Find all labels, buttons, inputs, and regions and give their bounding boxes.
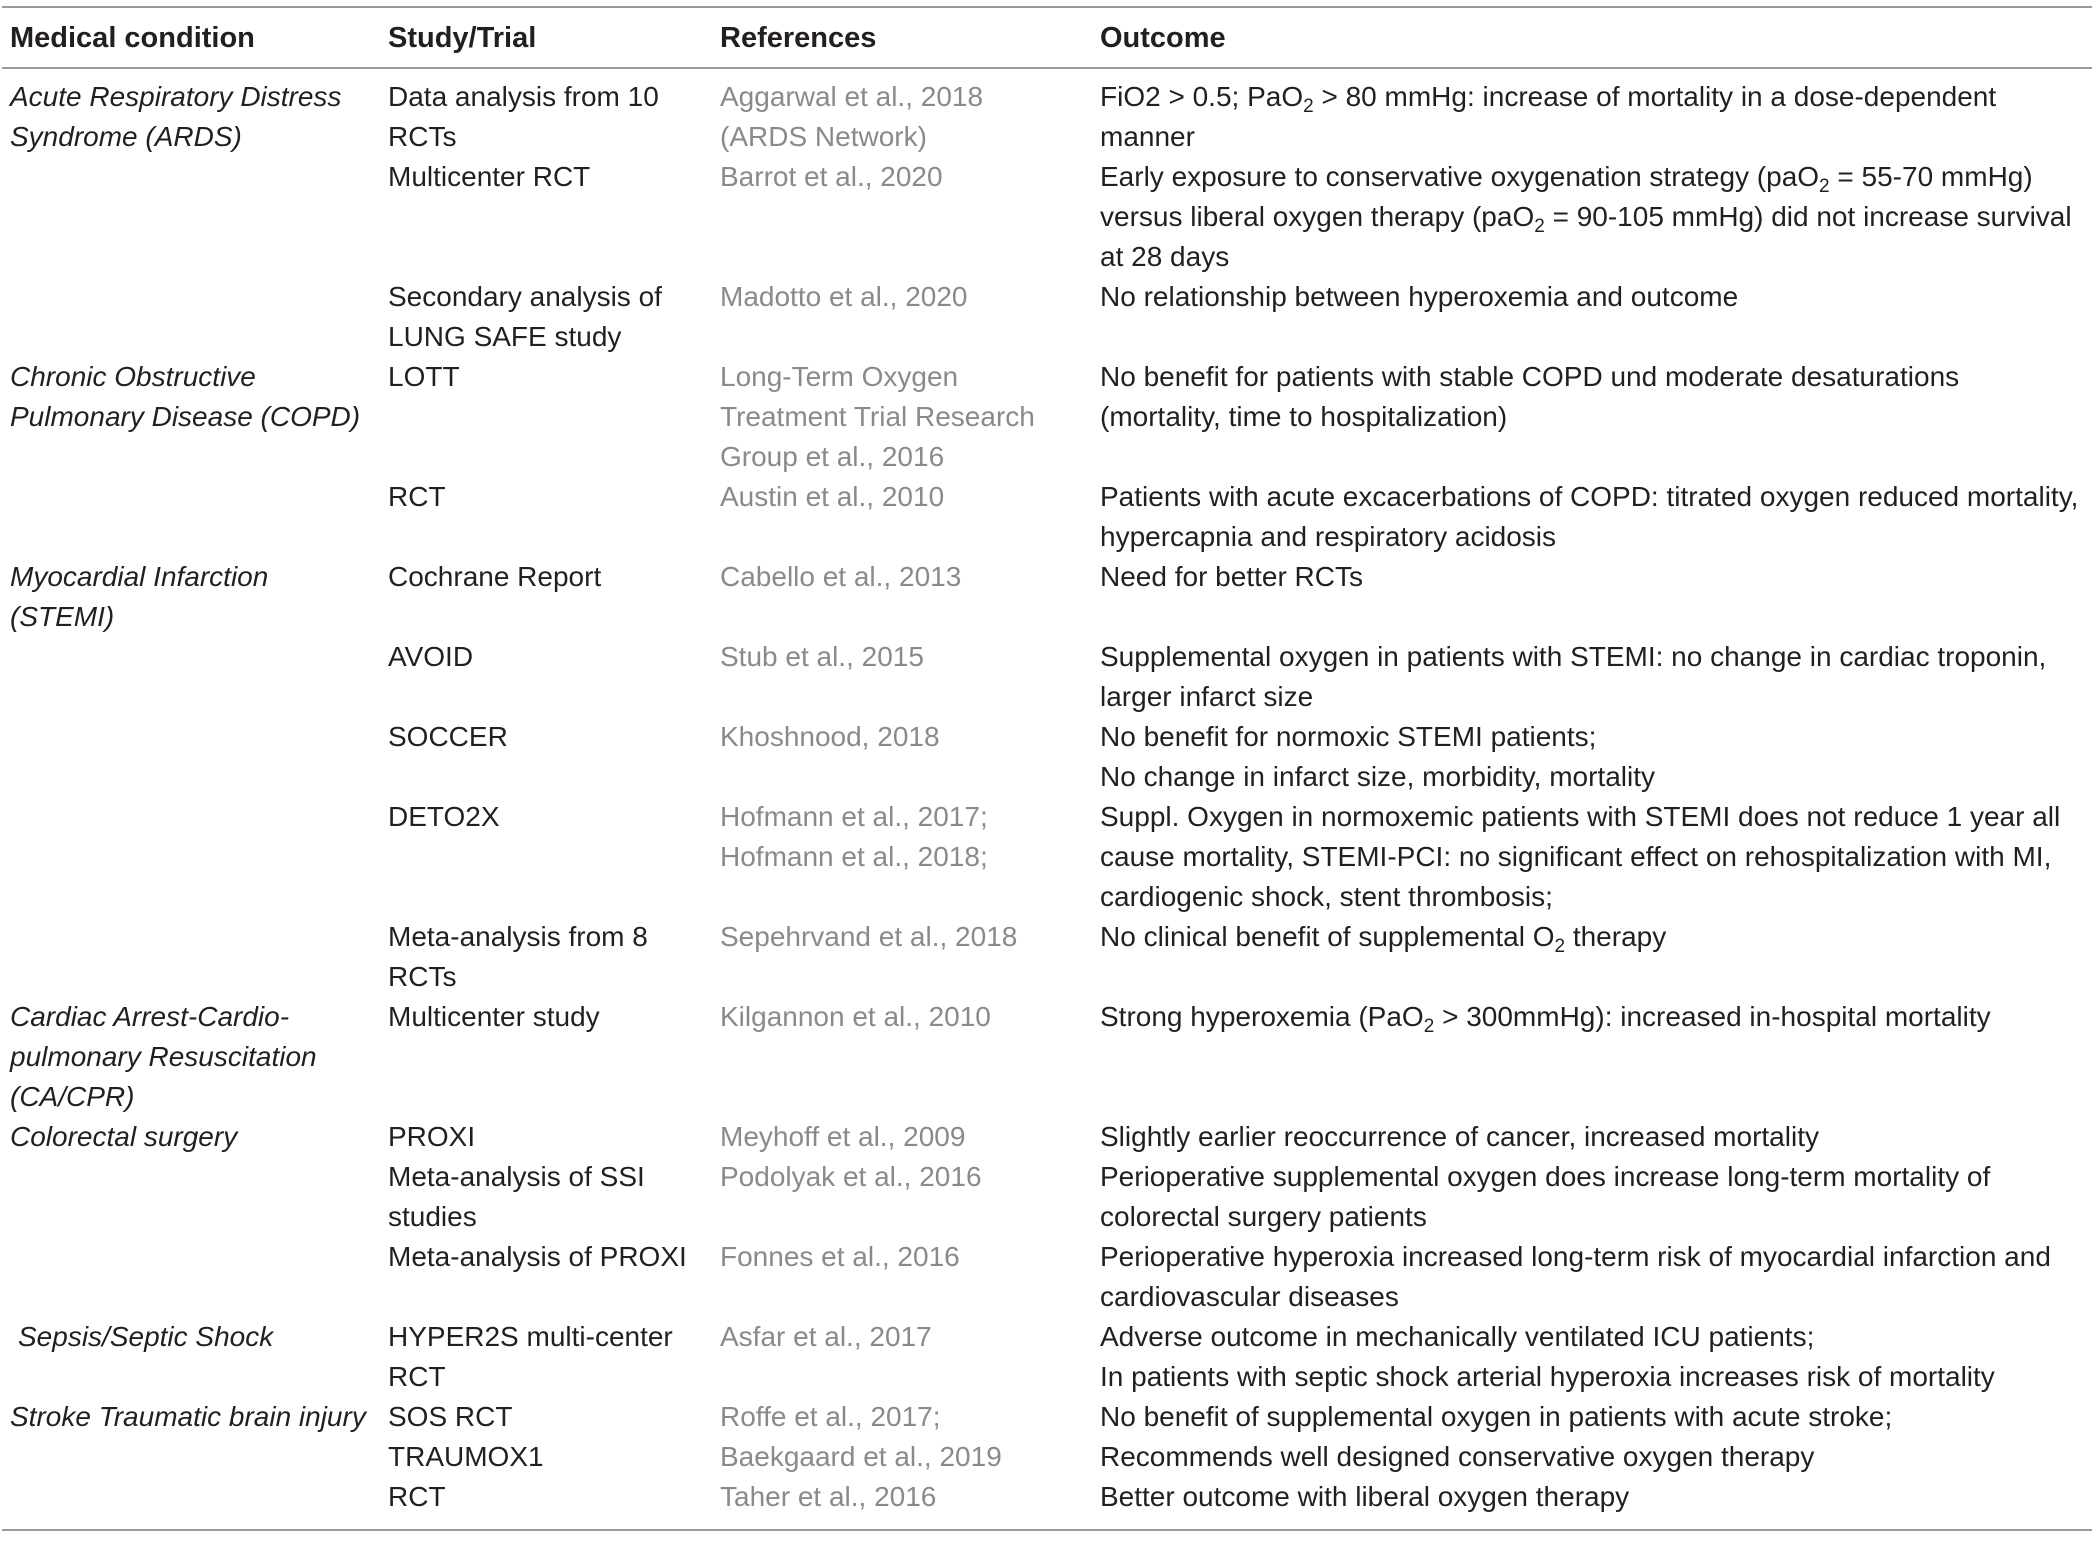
reference-text: Fonnes et al., 2016 <box>720 1241 960 1272</box>
reference-text: Aggarwal et al., 2018 <box>720 81 984 112</box>
cell-outcome: Perioperative supplemental oxygen does increase long-term mortality of colorectal surgery patients <box>1100 1161 1991 1232</box>
cell-medical-condition <box>2 1437 380 1477</box>
cell-study-trial: AVOID <box>388 641 474 672</box>
cell-references <box>712 1117 1092 1157</box>
table-row <box>2 637 2092 717</box>
reference-text: Podolyak et al., 2016 <box>720 1161 982 1192</box>
cell-references <box>712 1437 1092 1477</box>
cell-outcome: Better outcome with liberal oxygen therapy <box>1092 1477 2092 1530</box>
cell-medical-condition <box>2 1157 380 1237</box>
cell-study-trial: Meta-analysis from 8 RCTs <box>388 921 648 992</box>
reference-text: Hofmann et al., 2017; <box>720 801 988 832</box>
cell-references <box>712 997 1092 1117</box>
reference-text: Kilgannon et al., 2010 <box>720 1001 991 1032</box>
header-medical-condition: Medical condition <box>2 7 380 68</box>
reference-text: Hofmann et al., 2018; <box>720 841 988 872</box>
table-header-row <box>2 7 2092 68</box>
cell-references <box>712 1237 1092 1317</box>
cell-study-trial: Cochrane Report <box>388 561 602 592</box>
cell-medical-condition <box>2 717 380 797</box>
cell-outcome: Adverse outcome in mechanically ventilated ICU patients; In patients with septic shock arterial hyperoxia increases risk of mortality <box>1100 1321 1995 1392</box>
cell-outcome: No benefit of supplemental oxygen in patients with acute stroke; <box>1100 1401 1893 1432</box>
cell-study-trial: RCT <box>380 1477 712 1530</box>
cell-study-trial: Meta-analysis of PROXI <box>388 1241 687 1272</box>
table-row <box>2 1117 2092 1157</box>
reference-text: Asfar et al., 2017 <box>720 1321 932 1352</box>
cell-outcome: Strong hyperoxemia (PaO$_2$ > 300mmHg): increased in-hospital mortality <box>1100 1001 1991 1037</box>
cell-outcome: No benefit for normoxic STEMI patients; No change in infarct size, morbidity, mortality <box>1100 721 1656 792</box>
cell-references <box>712 637 1092 717</box>
cell-medical-condition: Acute Respiratory Distress Syndrome (ARDS) <box>10 81 342 152</box>
cell-references <box>712 1397 1092 1437</box>
cell-medical-condition: Colorectal surgery <box>10 1121 238 1152</box>
cell-study-trial: TRAUMOX1 <box>388 1441 544 1472</box>
cell-outcome: No relationship between hyperoxemia and outcome <box>1100 281 1739 312</box>
cell-medical-condition <box>2 157 380 277</box>
reference-text: Stub et al., 2015 <box>720 641 924 672</box>
cell-study-trial: DETO2X <box>388 801 500 832</box>
cell-study-trial: PROXI <box>388 1121 476 1152</box>
cell-outcome: No benefit for patients with stable COPD und moderate desaturations (mortality, time to hospitalization) <box>1100 361 1960 432</box>
table-row <box>2 557 2092 637</box>
cell-references <box>712 357 1092 477</box>
cell-references <box>712 557 1092 637</box>
table-row <box>2 997 2092 1117</box>
table-row <box>2 477 2092 557</box>
cell-study-trial: HYPER2S multi-center RCT <box>388 1321 673 1392</box>
oxygen-outcomes-table <box>2 6 2092 1531</box>
cell-outcome: Slightly earlier reoccurrence of cancer, increased mortality <box>1100 1121 1819 1152</box>
cell-outcome: Perioperative hyperoxia increased long-term risk of myocardial infarction and cardiovascular diseases <box>1100 1241 2051 1312</box>
table-body <box>2 68 2092 1530</box>
cell-medical-condition <box>2 277 380 357</box>
table-row <box>2 717 2092 797</box>
cell-outcome: Patients with acute excacerbations of COPD: titrated oxygen reduced mortality, hypercapnia and respiratory acidosis <box>1100 481 2079 552</box>
cell-medical-condition <box>2 637 380 717</box>
cell-outcome: Need for better RCTs <box>1100 561 1363 592</box>
cell-medical-condition: Chronic Obstructive Pulmonary Disease (COPD) <box>10 361 361 432</box>
table-row <box>2 1237 2092 1317</box>
table-row <box>2 797 2092 917</box>
reference-text: Meyhoff et al., 2009 <box>720 1121 966 1152</box>
cell-study-trial: SOS RCT <box>388 1401 513 1432</box>
table-row <box>2 917 2092 997</box>
table-row <box>2 1437 2092 1477</box>
cell-study-trial: SOCCER <box>388 721 508 752</box>
table-row <box>2 157 2092 277</box>
cell-outcome: Recommends well designed conservative oxygen therapy <box>1100 1441 1815 1472</box>
cell-references <box>712 917 1092 997</box>
cell-medical-condition: Stroke Traumatic brain injury <box>10 1401 366 1432</box>
cell-references <box>712 277 1092 357</box>
table-row <box>2 1317 2092 1397</box>
reference-text: Taher et al., 2016 <box>720 1481 937 1512</box>
cell-medical-condition <box>2 797 380 917</box>
header-outcome: Outcome <box>1092 7 2092 68</box>
cell-references <box>712 477 1092 557</box>
cell-study-trial: Secondary analysis of LUNG SAFE study <box>388 281 662 352</box>
table-row <box>2 1157 2092 1237</box>
cell-outcome: Suppl. Oxygen in normoxemic patients with STEMI does not reduce 1 year all cause mortality, STEMI-PCI: no significant effect on rehospitalization with MI, cardiogenic shock, stent thrombosis; <box>1100 801 2061 912</box>
cell-references <box>712 717 1092 797</box>
cell-medical-condition <box>2 1237 380 1317</box>
cell-medical-condition <box>2 477 380 557</box>
reference-text: (ARDS Network) <box>720 121 927 152</box>
cell-references <box>712 157 1092 277</box>
cell-medical-condition: Sepsis/Septic Shock <box>18 1321 274 1352</box>
table-row <box>2 68 2092 157</box>
cell-references <box>712 1157 1092 1237</box>
table-row <box>2 1397 2092 1437</box>
cell-medical-condition <box>2 917 380 997</box>
cell-outcome: Supplemental oxygen in patients with STEMI: no change in cardiac troponin, larger infarct size <box>1100 641 2047 712</box>
reference-text: Baekgaard et al., 2019 <box>720 1441 1002 1472</box>
reference-text: Long-Term Oxygen Treatment Trial Research Group et al., 2016 <box>720 361 1035 472</box>
reference-text: Roffe et al., 2017; <box>720 1401 941 1432</box>
reference-text: Sepehrvand et al., 2018 <box>720 921 1018 952</box>
reference-text: Barrot et al., 2020 <box>720 161 943 192</box>
cell-medical-condition: Myocardial Infarction (STEMI) <box>10 561 269 632</box>
reference-text: Khoshnood, 2018 <box>720 721 940 752</box>
cell-outcome: No clinical benefit of supplemental $O_2$ therapy <box>1100 921 1667 957</box>
cell-study-trial: Multicenter study <box>388 1001 600 1032</box>
reference-text: Austin et al., 2010 <box>720 481 945 512</box>
cell-references <box>712 1317 1092 1397</box>
cell-study-trial: Meta-analysis of SSI studies <box>388 1161 645 1232</box>
cell-study-trial: RCT <box>388 481 446 512</box>
cell-study-trial: Multicenter RCT <box>388 161 591 192</box>
cell-references <box>712 797 1092 917</box>
reference-text: Madotto et al., 2020 <box>720 281 968 312</box>
cell-study-trial: Data analysis from 10 RCTs <box>388 81 659 152</box>
cell-references <box>712 1477 1092 1530</box>
table-row <box>2 1477 2092 1530</box>
reference-text: Cabello et al., 2013 <box>720 561 962 592</box>
cell-outcome: Early exposure to conservative oxygenation strategy (paO$_2$ = 55-70 mmHg) versus liberal oxygen therapy (paO$_2$ = 90-105 mmHg) did not increase survival at 28 days <box>1100 161 2072 272</box>
cell-study-trial: LOTT <box>388 361 460 392</box>
cell-medical-condition: Cardiac Arrest-Cardio-pulmonary Resuscitation (CA/CPR) <box>10 1001 317 1112</box>
cell-medical-condition <box>2 1477 380 1530</box>
cell-outcome: FiO2 > 0.5; PaO$_2$ > 80 mmHg: increase of mortality in a dose-dependent manner <box>1100 81 1997 152</box>
header-study-trial: Study/Trial <box>380 7 712 68</box>
table-row <box>2 277 2092 357</box>
header-references: References <box>712 7 1092 68</box>
table-row <box>2 357 2092 477</box>
cell-references <box>712 68 1092 157</box>
